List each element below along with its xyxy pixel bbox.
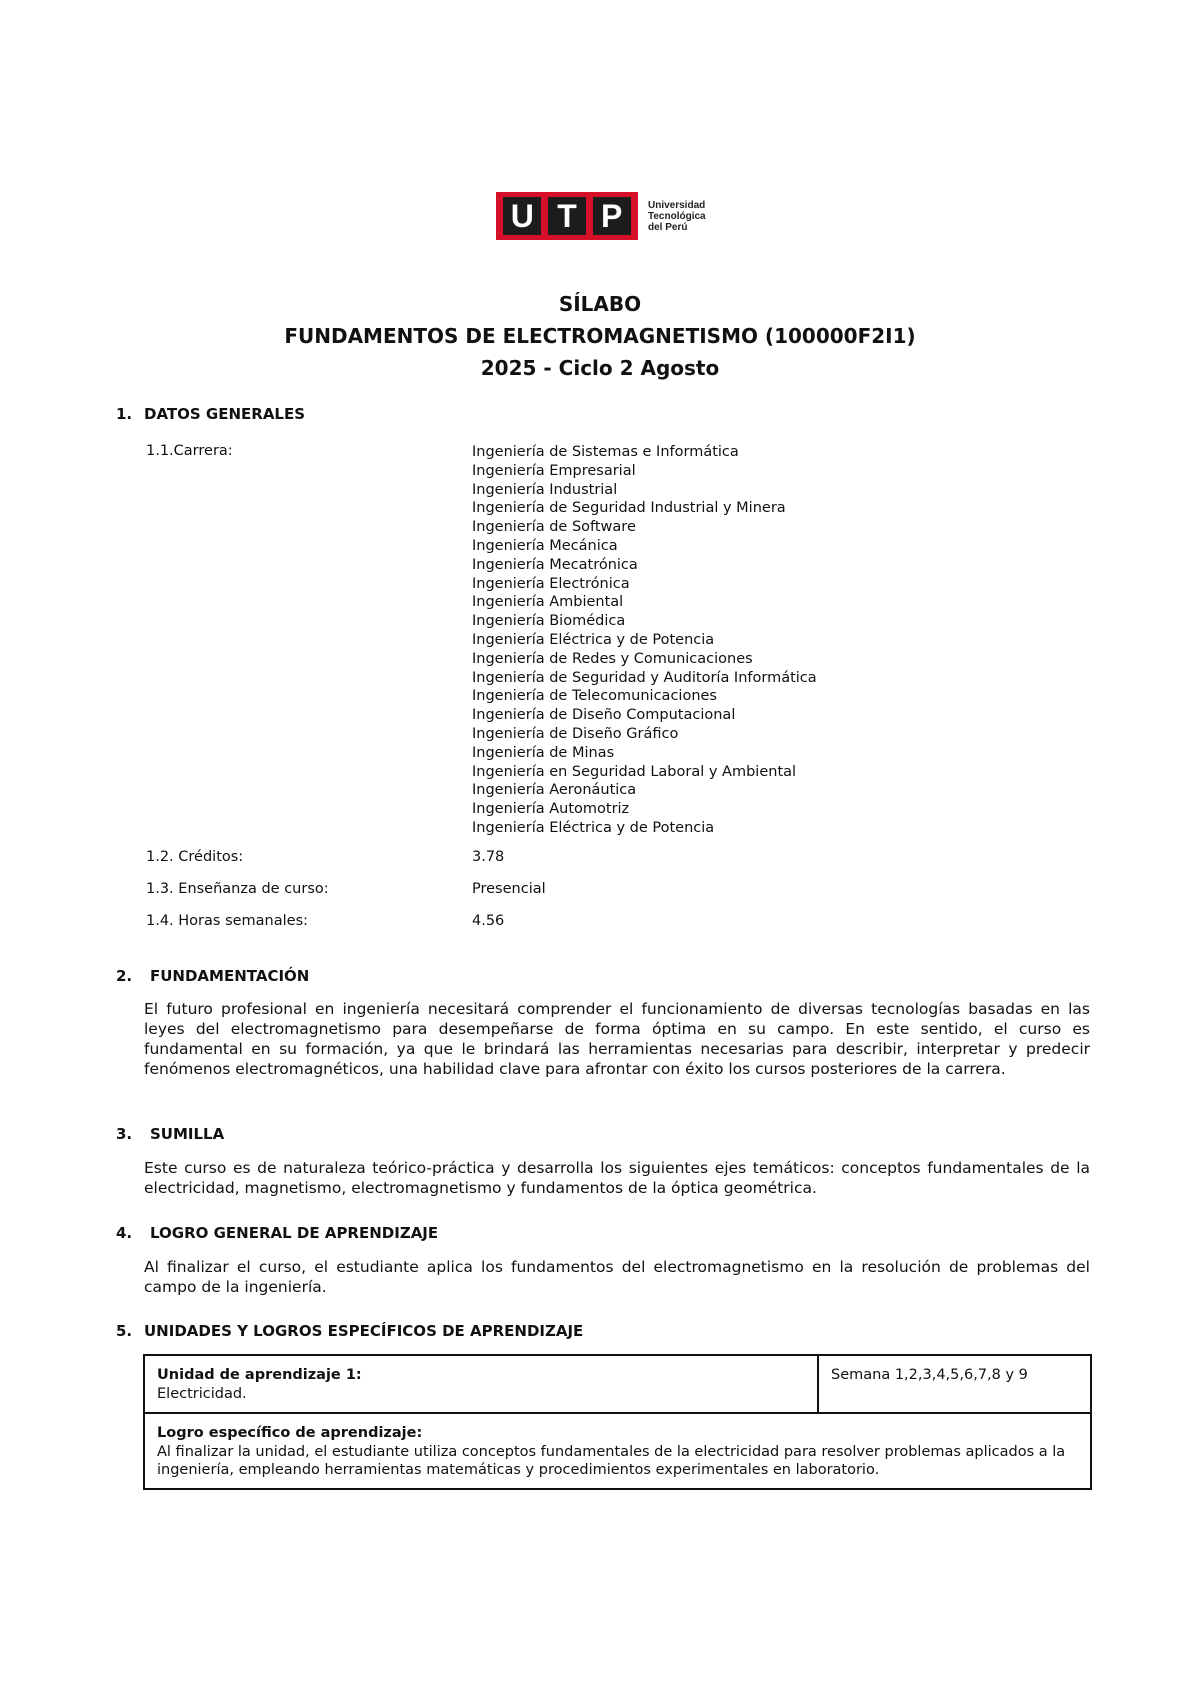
section-number: 5. <box>116 1322 133 1340</box>
section-number: 1. <box>116 405 133 423</box>
career-item: Ingeniería de Diseño Gráfico <box>472 725 679 742</box>
logro-general-text: Al finalizar el curso, el estudiante aplica los fundamentos del electromagnetismo en la resolución de problemas del campo de la ingeniería. <box>144 1258 1090 1296</box>
creditos-value: 3.78 <box>472 849 505 865</box>
sumilla-text: Este curso es de naturaleza teórico-práctica y desarrolla los siguientes ejes temáticos: conceptos fundamentales de la electricidad, magnetismo, electromagnetismo y fundamentos de la óptica geométrica. <box>144 1159 1090 1197</box>
document-title <box>0 288 1200 384</box>
career-item: Ingeniería en Seguridad Laboral y Ambiental <box>472 763 797 780</box>
logo-letter-p: P <box>593 197 631 235</box>
career-item: Ingeniería Mecatrónica <box>472 556 638 573</box>
logo-letter-t: T <box>548 197 586 235</box>
unit-title: Unidad de aprendizaje 1: <box>157 1367 362 1383</box>
career-item: Ingeniería de Diseño Computacional <box>472 707 736 724</box>
career-item: Ingeniería Automotriz <box>472 801 630 818</box>
career-item: Ingeniería de Minas <box>472 744 615 761</box>
section-title: DATOS GENERALES <box>144 405 306 423</box>
carrera-label: 1.1.Carrera: <box>146 443 233 459</box>
career-item: Ingeniería de Redes y Comunicaciones <box>472 650 753 667</box>
logo-text-line: Tecnológica <box>648 210 706 222</box>
career-item: Ingeniería de Seguridad y Auditoría Informática <box>472 669 817 686</box>
section-title: LOGRO GENERAL DE APRENDIZAJE <box>150 1224 439 1242</box>
career-item: Ingeniería Mecánica <box>472 537 618 554</box>
fundamentacion-text: El futuro profesional en ingeniería necesitará comprender el funcionamiento de diversas tecnologías basadas en las leyes del electromagnetismo para desempeñarse de forma óptima en su campo. En este sentido, el curso es fundamental en su formación, ya que le brindará las herramientas necesarias para describir, interpretar y predecir fenómenos electromagnéticos, una habilidad clave para afrontar con éxito los cursos posteriores de la carrera. <box>144 1000 1090 1078</box>
logro-text: Al finalizar la unidad, el estudiante utiliza conceptos fundamentales de la electricidad para resolver problemas aplicados a la ingeniería, empleando herramientas matemáticas y procedimientos experimentales en laboratorio. <box>157 1443 1066 1478</box>
logro-cell <box>144 1413 1091 1489</box>
section-4-heading <box>116 1224 438 1242</box>
section-title: UNIDADES Y LOGROS ESPECÍFICOS DE APRENDIZAJE <box>144 1322 584 1340</box>
section-title: SUMILLA <box>150 1125 225 1143</box>
career-item: Ingeniería Eléctrica y de Potencia <box>472 631 715 648</box>
logo-wordmark <box>648 200 706 233</box>
utp-logo <box>496 192 706 240</box>
units-table <box>143 1354 1092 1490</box>
weeks-cell <box>818 1355 1091 1413</box>
logo-letter-u: U <box>503 197 541 235</box>
unit-cell <box>144 1355 818 1413</box>
career-item: Ingeniería de Sistemas e Informática <box>472 444 739 460</box>
career-item: Ingeniería Ambiental <box>472 594 624 611</box>
title-period: 2025 - Ciclo 2 Agosto <box>480 356 720 380</box>
unit-name: Electricidad. <box>157 1385 247 1402</box>
ensenanza-label: 1.3. Enseñanza de curso: <box>146 881 329 897</box>
section-number: 2. <box>116 967 133 985</box>
section-3-heading <box>116 1125 224 1143</box>
horas-value: 4.56 <box>472 913 505 929</box>
logro-title: Logro específico de aprendizaje: <box>157 1425 423 1441</box>
logro-row <box>144 1413 1091 1489</box>
section-title: FUNDAMENTACIÓN <box>150 967 310 985</box>
logo-mark <box>496 192 638 240</box>
section-2-heading <box>116 967 309 985</box>
career-item: Ingeniería Biomédica <box>472 613 626 630</box>
career-item: Ingeniería de Seguridad Industrial y Minera <box>472 500 786 517</box>
section-number: 4. <box>116 1224 133 1242</box>
unit-weeks: Semana 1,2,3,4,5,6,7,8 y 9 <box>831 1367 1028 1383</box>
section-number: 3. <box>116 1125 133 1143</box>
logo-text-line: del Perú <box>648 221 688 233</box>
horas-label: 1.4. Horas semanales: <box>146 913 309 929</box>
career-item: Ingeniería Empresarial <box>472 462 636 479</box>
career-item: Ingeniería Aeronáutica <box>472 782 637 799</box>
title-course: FUNDAMENTOS DE ELECTROMAGNETISMO (100000F2I1) <box>284 324 916 348</box>
unit-header-row <box>144 1355 1091 1413</box>
section-5-heading <box>116 1322 583 1340</box>
ensenanza-value: Presencial <box>472 881 546 897</box>
creditos-label: 1.2. Créditos: <box>146 849 244 865</box>
career-item: Ingeniería de Telecomunicaciones <box>472 688 717 705</box>
career-item: Ingeniería Eléctrica y de Potencia <box>472 819 715 836</box>
section-1-heading <box>116 405 305 423</box>
title-silabo: SÍLABO <box>558 292 642 316</box>
logo-text-line: Universidad <box>648 199 706 211</box>
career-list <box>472 443 817 838</box>
career-item: Ingeniería Electrónica <box>472 575 630 592</box>
career-item: Ingeniería de Software <box>472 519 636 536</box>
career-item: Ingeniería Industrial <box>472 481 618 498</box>
